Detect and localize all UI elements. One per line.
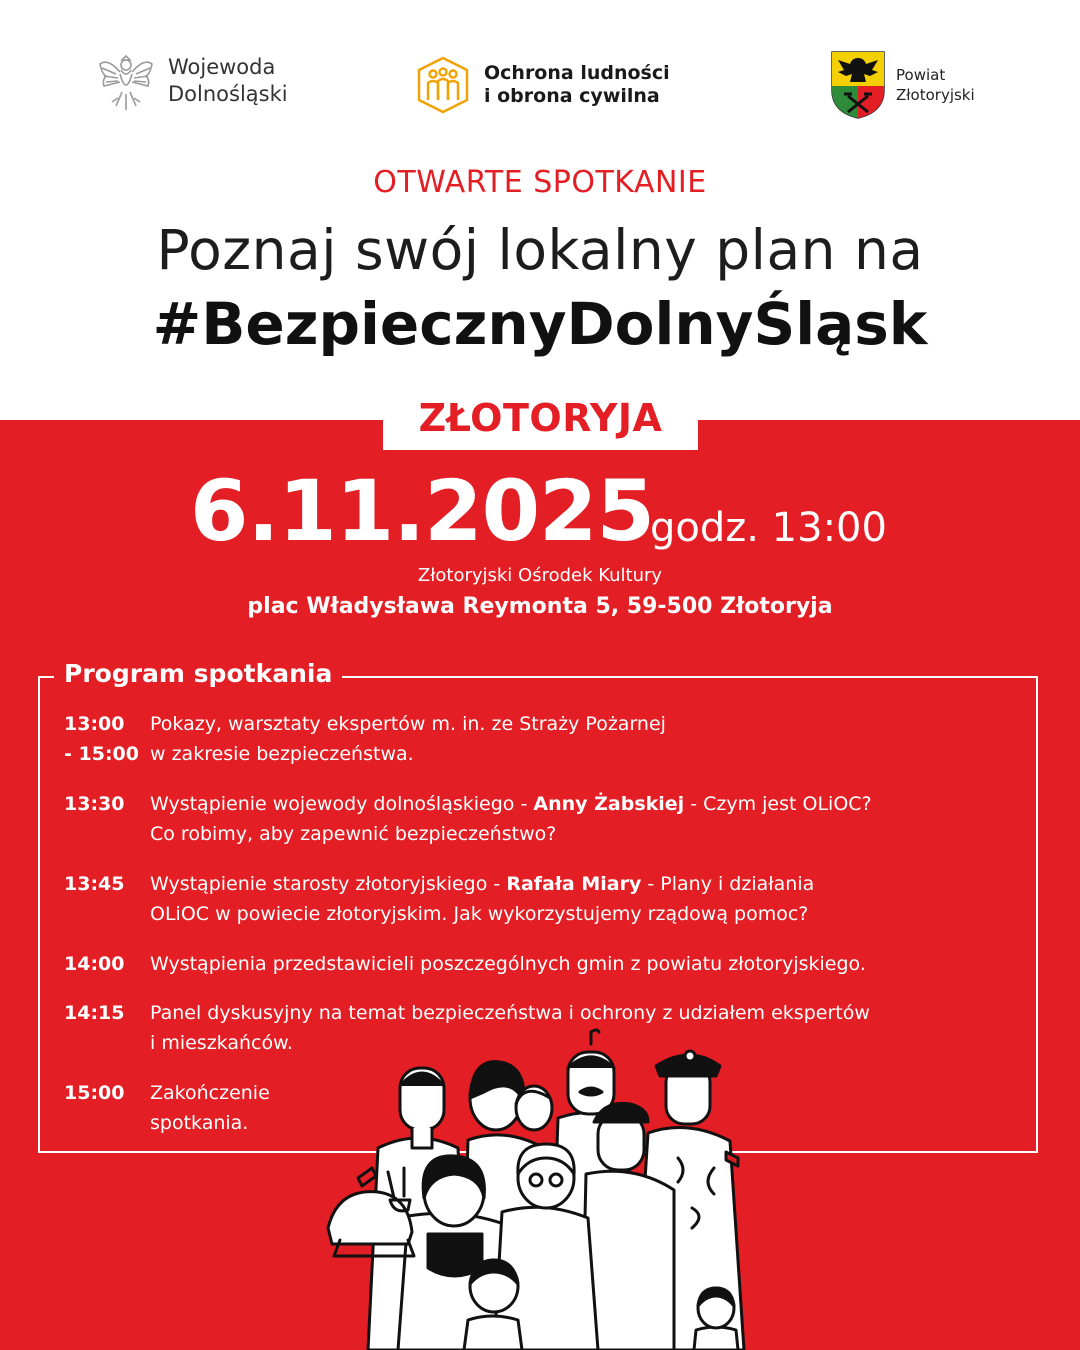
- powiat-crest-icon: [830, 50, 886, 120]
- program-desc-line2: spotkania.: [150, 1112, 249, 1134]
- event-address: plac Władysława Reymonta 5, 59-500 Złotoryja: [247, 594, 833, 619]
- program-desc-line1: Wystąpienia przedstawicieli poszczególnych gmin z powiatu złotoryjskiego.: [150, 953, 866, 975]
- program-desc-line1: [150, 869, 990, 899]
- wojewoda-logo: [96, 48, 288, 114]
- small-child-figure: [464, 1316, 522, 1350]
- program-desc-line1: Zakończenie: [150, 1082, 270, 1104]
- program-title: Program spotkania: [54, 656, 342, 692]
- olioc-logo: [416, 56, 670, 114]
- program-time-start: 13:00: [64, 713, 125, 735]
- program-desc-line2: OLiOC w powiecie złotoryjskim. Jak wykorzystujemy rządową pomoc?: [150, 903, 809, 925]
- olioc-line2: i obrona cywilna: [484, 85, 660, 107]
- program-desc: [150, 789, 990, 849]
- program-desc-line2: w zakresie bezpieczeństwa.: [150, 743, 414, 765]
- program-desc-line1: [150, 789, 990, 819]
- event-hour: godz. 13:00: [650, 505, 887, 551]
- program-desc-line1: Pokazy, warsztaty ekspertów m. in. ze Straży Pożarnej: [150, 713, 666, 735]
- powiat-line2: Złotoryjski: [896, 86, 975, 104]
- event-date: 6.11.2025: [190, 462, 654, 560]
- event-hashtag: #BezpiecznyDolnyŚląsk: [152, 290, 928, 358]
- program-desc: [150, 949, 990, 979]
- program-time: 14:00: [64, 953, 125, 975]
- program-desc-line2: i mieszkańców.: [150, 1032, 293, 1054]
- program-time: 14:15: [64, 1002, 125, 1024]
- speaker-name: Anny Żabskiej: [533, 793, 685, 815]
- event-title-line1: Poznaj swój lokalny plan na: [156, 218, 924, 282]
- program-desc: [150, 869, 990, 929]
- program-desc-pre: Wystąpienie starosty złotoryjskiego -: [150, 873, 507, 895]
- event-venue: Złotoryjski Ośrodek Kultury: [417, 565, 663, 586]
- event-eyebrow: OTWARTE SPOTKANIE: [373, 165, 707, 200]
- olioc-people-icon: [416, 56, 470, 114]
- olioc-line1: Ochrona ludności: [484, 62, 670, 84]
- community-people-illustration: [318, 1028, 788, 1350]
- powiat-line1: Powiat: [896, 66, 946, 84]
- toddler-figure: [694, 1327, 738, 1350]
- speaker-name: Rafała Miary: [506, 873, 642, 895]
- city-label: ZŁOTORYJA: [418, 396, 663, 440]
- program-time: 13:30: [64, 793, 125, 815]
- program-desc-post: - Czym jest OLiOC?: [684, 793, 872, 815]
- program-desc-pre: Wystąpienie wojewody dolnośląskiego -: [150, 793, 534, 815]
- white-eagle-icon: [96, 48, 156, 114]
- program-desc-post: - Plany i działania: [641, 873, 815, 895]
- powiat-logo: [830, 50, 975, 120]
- program-time: 15:00: [64, 1082, 125, 1104]
- program-desc: [150, 709, 990, 769]
- program-time: [64, 709, 146, 769]
- city-label-box: [383, 388, 698, 450]
- program-time: 13:45: [64, 873, 125, 895]
- program-time-end: - 15:00: [64, 743, 139, 765]
- program-desc-line1: Panel dyskusyjny na temat bezpieczeństwa i ochrony z udziałem ekspertów: [150, 1002, 870, 1024]
- wojewoda-line2: Dolnośląski: [168, 82, 288, 106]
- program-desc-line2: Co robimy, aby zapewnić bezpieczeństwo?: [150, 823, 557, 845]
- wojewoda-line1: Wojewoda: [168, 55, 276, 79]
